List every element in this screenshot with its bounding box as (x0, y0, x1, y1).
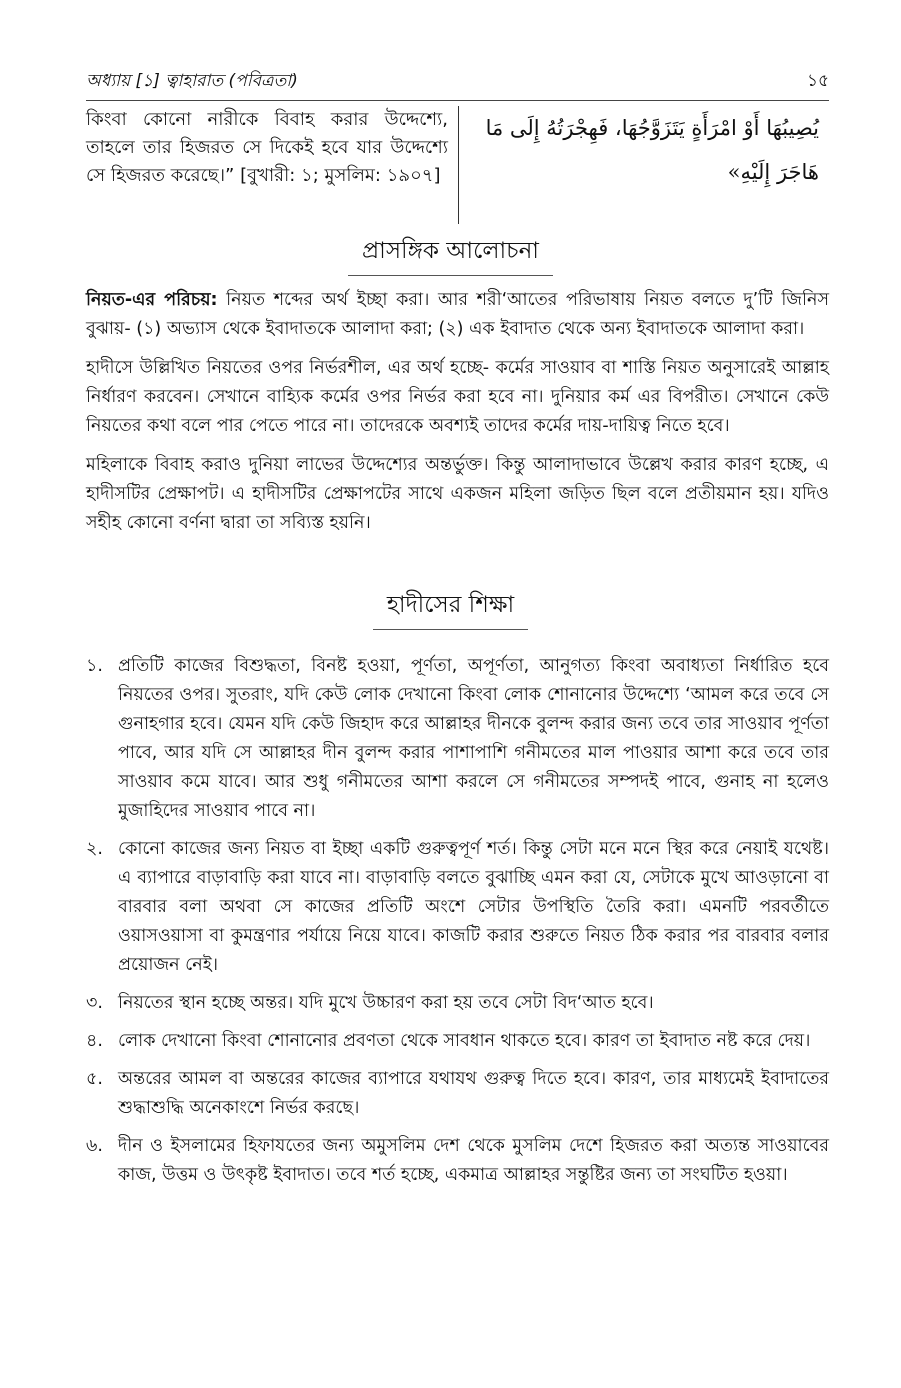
arabic-line: يُصِيبُهَا أَوْ امْرَأَةٍ يَتَزَوَّجُهَا، فَهِجْرَتُهُ إِلَى مَا (485, 116, 819, 140)
list-item: ৪. লোক দেখানো কিংবা শোনানোর প্রবণতা থেকে সাবধান থাকতে হবে। কারণ তা ইবাদাত নষ্ট করে দেয়। (86, 1031, 811, 1051)
term-label: নিয়ত-এর পরিচয়: (86, 290, 218, 310)
paragraph: হাদীসে উল্লিখিত নিয়তের ওপর নির্ভরশীল, এর অর্থ হচ্ছে- কর্মের সাওয়াব বা শাস্তি নিয়ত অনুসারেই আল্লাহ নির্ধারণ করবেন। সেখানে বাহ্যিক কর্মের ওপর নির্ভর করা হবে না। দুনিয়ার কর্ম এর বিপরীত। সেখানে কেউ নিয়তের কথা বলে পার পেতে পারে না। তাদেরকে অবশ্যই তাদের কর্মের দায়-দায়িত্ব নিতে হবে। (86, 358, 829, 436)
list-item: ৫. অন্তরের আমল বা অন্তরের কাজের ব্যাপারে যথাযথ গুরুত্ব দিতে হবে। কারণ, তার মাধ্যমেই ইবাদাতের শুদ্ধাশুদ্ধি অনেকাংশে নির্ভর করছে। (86, 1069, 829, 1118)
lessons-list (86, 652, 829, 1190)
list-item: ৬. দীন ও ইসলামের হিফাযতের জন্য অমুসলিম দেশ থেকে মুসলিম দেশে হিজরত করা অত্যন্ত সাওয়াবের কাজ, উত্তম ও উৎকৃষ্ট ইবাদাত। তবে শর্ত হচ্ছে, একমাত্র আল্লাহর সন্তুষ্টির জন্য তা সংঘটিত হওয়া। (86, 1136, 829, 1185)
list-item: ৩. নিয়তের স্থান হচ্ছে অন্তর। যদি মুখে উচ্চারণ করা হয় তবে সেটা বিদ‘আত হবে। (86, 993, 654, 1013)
list-item: ২. কোনো কাজের জন্য নিয়ত বা ইচ্ছা একটি গুরুত্বপূর্ণ শর্ত। কিন্তু সেটা মনে মনে স্থির করে নেয়াই যথেষ্ট। এ ব্যাপারে বাড়াবাড়ি করা যাবে না। বাড়াবাড়ি বলতে বুঝাচ্ছি এমন করা যে, সেটাকে মুখে আওড়ানো বা বারবার বলা অথবা সে কাজের প্রতিটি অংশে সেটার উপস্থিতি তৈরি করা। এমনটি পরবর্তীতে ওয়াসওয়াসা বা কুমন্ত্রণার পর্যায়ে নিয়ে যাবে। কাজটি করার শুরুতে নিয়ত ঠিক করার পর বারবার বলার প্রয়োজন নেই। (86, 839, 829, 975)
arabic-line: هَاجَرَ إِلَيْهِ» (727, 160, 819, 184)
hadith-quote (86, 106, 829, 224)
running-header (86, 64, 829, 101)
discussion-section (86, 286, 829, 548)
page-number: ১৫ (806, 71, 829, 91)
section-heading: প্রাসঙ্গিক আলোচনা (0, 232, 901, 276)
chapter-title: অধ্যায় [১] ত্বাহারাত (পবিত্রতা) (86, 71, 298, 91)
section-heading: হাদীসের শিক্ষা (0, 586, 901, 630)
lessons-section (86, 652, 829, 1199)
paragraph: নিয়ত-এর পরিচয়: নিয়ত শব্দের অর্থ ইচ্ছা করা। আর শরী‘আতের পরিভাষায় নিয়ত বলতে দু’টি জিনিস বুঝায়- (১) অভ্যাস থেকে ইবাদাতকে আলাদা করা; (২) এক ইবাদাত থেকে অন্য ইবাদাতকে আলাদা করা। (86, 290, 830, 339)
bengali-translation: কিংবা কোনো নারীকে বিবাহ করার উদ্দেশ্যে, তাহলে তার হিজরত সে দিকেই হবে যার উদ্দেশ্যে সে হিজরত করেছে।” [বুখারী: ১; মুসলিম: ১৯০৭] (86, 106, 459, 224)
paragraph: মহিলাকে বিবাহ করাও দুনিয়া লাভের উদ্দেশ্যের অন্তর্ভুক্ত। কিন্তু আলাদাভাবে উল্লেখ করার কারণ হচ্ছে, এ হাদীসটির প্রেক্ষাপট। এ হাদীসটির প্রেক্ষাপটের সাথে একজন মহিলা জড়িত ছিল বলে প্রতীয়মান হয়। যদিও সহীহ কোনো বর্ণনা দ্বারা তা সব্যিস্ত হয়নি। (86, 455, 829, 533)
arabic-text (459, 106, 829, 224)
list-item: ১. প্রতিটি কাজের বিশুদ্ধতা, বিনষ্ট হওয়া, পূর্ণতা, অপূর্ণতা, আনুগত্য কিংবা অবাধ্যতা নির্ধারিত হবে নিয়তের ওপর। সুতরাং, যদি কেউ লোক দেখানো কিংবা লোক শোনানোর উদ্দেশ্যে ‘আমল করে তবে সে গুনাহগার হবে। যেমন যদি কেউ জিহাদ করে আল্লাহর দীনকে বুলন্দ করার জন্য তবে তার সাওয়াব পূর্ণতা পাবে, আর যদি সে আল্লাহর দীন বুলন্দ করার পাশাপাশি গনীমতের মাল পাওয়ার আশা করে তবে তার সাওয়াব কমে যাবে। আর শুধু গনীমতের আশা করলে সে গনীমতের সম্পদই পাবে, গুনাহ না হলেও মুজাহিদের সাওয়াব পাবে না। (86, 656, 829, 821)
